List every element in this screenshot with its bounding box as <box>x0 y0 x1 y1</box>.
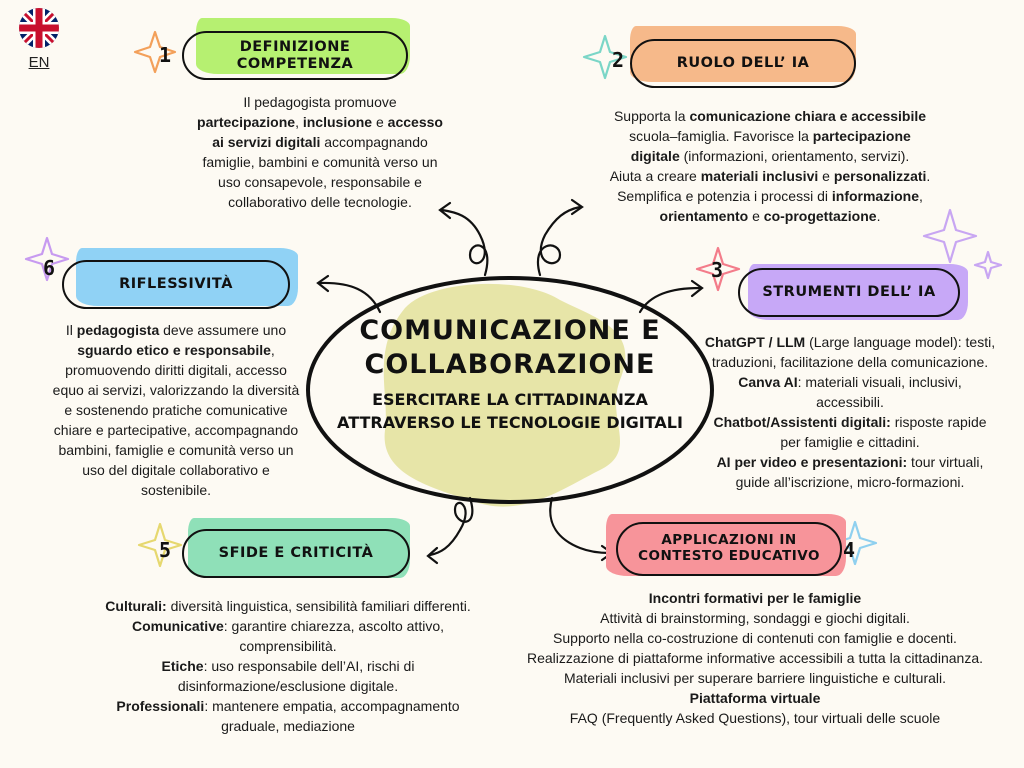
section-2-title: RUOLO DELL’ IA <box>630 39 856 88</box>
section-2-text-line <box>570 106 970 126</box>
text-segment: uso consapevole, responsabile e <box>218 174 422 190</box>
text-segment: deve assumere uno <box>159 322 287 338</box>
text-segment: disinformazione/esclusione digitale. <box>177 678 399 694</box>
section-3-text-line <box>680 352 1020 372</box>
text-bold-segment: Piattaforma virtuale <box>689 690 821 706</box>
section-1-text-line <box>150 92 490 112</box>
section-5-text-line <box>70 616 506 636</box>
section-3-text-line <box>680 472 1020 492</box>
text-bold-segment: partecipazione <box>197 114 296 130</box>
text-segment: uso del digitale collaborativo e <box>82 462 270 478</box>
section-5-text-line <box>70 656 506 676</box>
section-6-text <box>20 320 332 500</box>
text-segment: . <box>926 168 931 184</box>
text-bold-segment: comunicazione chiara e accessibile <box>689 108 927 124</box>
section-6-text-line <box>20 420 332 440</box>
section-4-text-line <box>490 708 1020 728</box>
section-4-text-line <box>490 628 1020 648</box>
text-segment: : mantenere empatia, accompagnamento <box>204 698 460 714</box>
section-1-text-line <box>150 112 490 132</box>
text-segment: comprensibilità. <box>239 638 337 654</box>
text-segment: , <box>270 342 275 358</box>
language-label[interactable]: EN <box>28 54 50 71</box>
section-5-title: SFIDE E CRITICITÀ <box>182 529 410 578</box>
text-segment: : uso responsabile dell’AI, rischi di <box>203 658 415 674</box>
section-2-number: 2 <box>612 48 625 72</box>
section-3-text-line <box>680 452 1020 472</box>
section-3-number: 3 <box>711 258 724 282</box>
text-segment: Supporta la <box>613 108 690 124</box>
text-segment: bambini, famiglie e comunità verso un <box>58 442 294 458</box>
text-segment: FAQ (Frequently Asked Questions), tour virtuali delle scuole <box>569 710 941 726</box>
text-segment: (Large language model): testi, <box>805 334 996 350</box>
text-segment: tour virtuali, <box>907 454 984 470</box>
text-segment: (informazioni, orientamento, servizi). <box>679 148 910 164</box>
section-4-number: 4 <box>843 538 856 562</box>
text-bold-segment: inclusione <box>302 114 373 130</box>
section-3-text-line <box>680 332 1020 352</box>
text-segment: accompagnando <box>320 134 428 150</box>
text-segment: sostenibile. <box>140 482 212 498</box>
section-6-text-line <box>20 360 332 380</box>
section-5-text-line <box>70 696 506 716</box>
section-1-number: 1 <box>159 43 172 67</box>
language-switch[interactable] <box>14 8 64 71</box>
text-bold-segment: ChatGPT / LLM <box>704 334 806 350</box>
text-bold-segment: Incontri formativi per le famiglie <box>648 590 862 606</box>
section-3-text-line <box>680 432 1020 452</box>
section-6-text-line <box>20 380 332 400</box>
text-bold-segment: orientamento <box>659 208 749 224</box>
text-bold-segment: Culturali: <box>105 598 167 614</box>
text-segment: e <box>818 168 834 184</box>
section-2-text-line <box>570 146 970 166</box>
text-bold-segment: ai servizi digitali <box>212 134 321 150</box>
text-segment: graduale, mediazione <box>221 718 355 734</box>
text-bold-segment: pedagogista <box>76 322 160 338</box>
section-4-text <box>490 588 1020 728</box>
text-segment: famiglie, bambini e comunità verso un <box>202 154 438 170</box>
text-bold-segment: accesso <box>387 114 443 130</box>
section-2-text <box>570 106 970 226</box>
section-2-text-line <box>570 166 970 186</box>
arrow-to-5 <box>430 498 472 555</box>
section-6-text-line <box>20 480 332 500</box>
star-deco-8 <box>975 252 1001 278</box>
section-4-text-line <box>490 668 1020 688</box>
text-bold-segment: personalizzati <box>833 168 927 184</box>
section-3-text-line <box>680 412 1020 432</box>
text-segment: risposte rapide <box>890 414 987 430</box>
text-bold-segment: AI per video e presentazioni: <box>716 454 908 470</box>
text-bold-segment: partecipazione <box>812 128 911 144</box>
text-bold-segment: Canva AI <box>738 374 798 390</box>
center-title-block <box>330 314 690 434</box>
section-5-text-line <box>70 676 506 696</box>
section-2-text-line <box>570 186 970 206</box>
section-6-title: RIFLESSIVITÀ <box>62 260 290 309</box>
text-segment: Supporto nella co-costruzione di contenuti con famiglie e docenti. <box>553 630 957 646</box>
section-6-text-line <box>20 340 332 360</box>
section-1-text-line <box>150 172 490 192</box>
text-segment: Attività di brainstorming, sondaggi e giochi digitali. <box>600 610 910 626</box>
arrow-to-1 <box>442 210 487 275</box>
section-6-text-line <box>20 440 332 460</box>
text-bold-segment: materiali inclusivi <box>700 168 819 184</box>
text-bold-segment: sguardo etico e responsabile <box>77 342 271 358</box>
text-segment: e <box>372 114 388 130</box>
section-1-title: DEFINIZIONE COMPETENZA <box>182 31 408 80</box>
text-bold-segment: Etiche <box>161 658 204 674</box>
text-segment: . <box>876 208 881 224</box>
text-segment: Realizzazione di piattaforme informative accessibili a tutta la cittadinanza. <box>526 650 983 666</box>
text-segment: Il pedagogista promuove <box>243 94 397 110</box>
section-4-text-line <box>490 608 1020 628</box>
text-segment: promuovendo diritti digitali, accesso <box>65 362 287 378</box>
text-segment: scuola–famiglia. Favorisce la <box>629 128 813 144</box>
center-subtitle: ESERCITARE LA CITTADINANZA ATTRAVERSO LE TECNOLOGIE DIGITALI <box>337 390 683 432</box>
section-6-number: 6 <box>43 256 56 280</box>
text-bold-segment: informazione <box>831 188 919 204</box>
section-2-text-line <box>570 206 970 226</box>
text-segment: : materiali visuali, inclusivi, <box>797 374 962 390</box>
text-segment: chiare e partecipative, accompagnando <box>53 422 299 438</box>
section-1-text-line <box>150 132 490 152</box>
section-3-text-line <box>680 392 1020 412</box>
section-4-text-line <box>490 588 1020 608</box>
text-bold-segment: digitale <box>630 148 680 164</box>
text-segment: : garantire chiarezza, ascolto attivo, <box>223 618 445 634</box>
section-1-text <box>150 92 490 212</box>
text-segment: Aiuta a creare <box>609 168 701 184</box>
center-title: COMUNICAZIONE E COLLABORAZIONE <box>359 315 661 380</box>
text-segment: Il <box>65 322 77 338</box>
section-5-number: 5 <box>159 538 172 562</box>
text-segment: e sostenendo pratiche comunicative <box>64 402 288 418</box>
text-segment: e <box>748 208 764 224</box>
section-4-title: APPLICAZIONI IN CONTESTO EDUCATIVO <box>616 522 842 576</box>
uk-flag-icon <box>19 8 59 48</box>
section-6-text-line <box>20 320 332 340</box>
section-3-text <box>680 332 1020 492</box>
text-segment: collaborativo delle tecnologie. <box>228 194 412 210</box>
text-segment: Semplifica e potenzia i processi di <box>617 188 832 204</box>
text-segment: accessibili. <box>816 394 884 410</box>
arrow-to-4 <box>550 498 610 553</box>
section-5-text-line <box>70 636 506 656</box>
text-segment: Materiali inclusivi per superare barriere linguistiche e culturali. <box>563 670 947 686</box>
section-1-text-line <box>150 192 490 212</box>
text-bold-segment: Professionali <box>116 698 205 714</box>
section-4-text-line <box>490 688 1020 708</box>
section-5-text <box>70 596 506 736</box>
text-segment: diversità linguistica, sensibilità familiari differenti. <box>166 598 471 614</box>
text-bold-segment: Comunicative <box>131 618 224 634</box>
text-segment: , <box>919 188 923 204</box>
text-segment: per famiglie e cittadini. <box>780 434 920 450</box>
section-4-text-line <box>490 648 1020 668</box>
text-bold-segment: co-progettazione <box>763 208 877 224</box>
section-2-text-line <box>570 126 970 146</box>
text-segment: traduzioni, facilitazione della comunicazione. <box>711 354 989 370</box>
text-segment: , <box>295 114 303 130</box>
section-1-text-line <box>150 152 490 172</box>
text-segment: guide all’iscrizione, micro-formazioni. <box>735 474 965 490</box>
section-3-text-line <box>680 372 1020 392</box>
section-6-text-line <box>20 460 332 480</box>
text-bold-segment: Chatbot/Assistenti digitali: <box>713 414 891 430</box>
section-6-text-line <box>20 400 332 420</box>
section-5-text-line <box>70 716 506 736</box>
section-3-title: STRUMENTI DELL’ IA <box>738 268 960 317</box>
text-segment: equo ai servizi, valorizzando la diversità <box>52 382 300 398</box>
section-5-text-line <box>70 596 506 616</box>
